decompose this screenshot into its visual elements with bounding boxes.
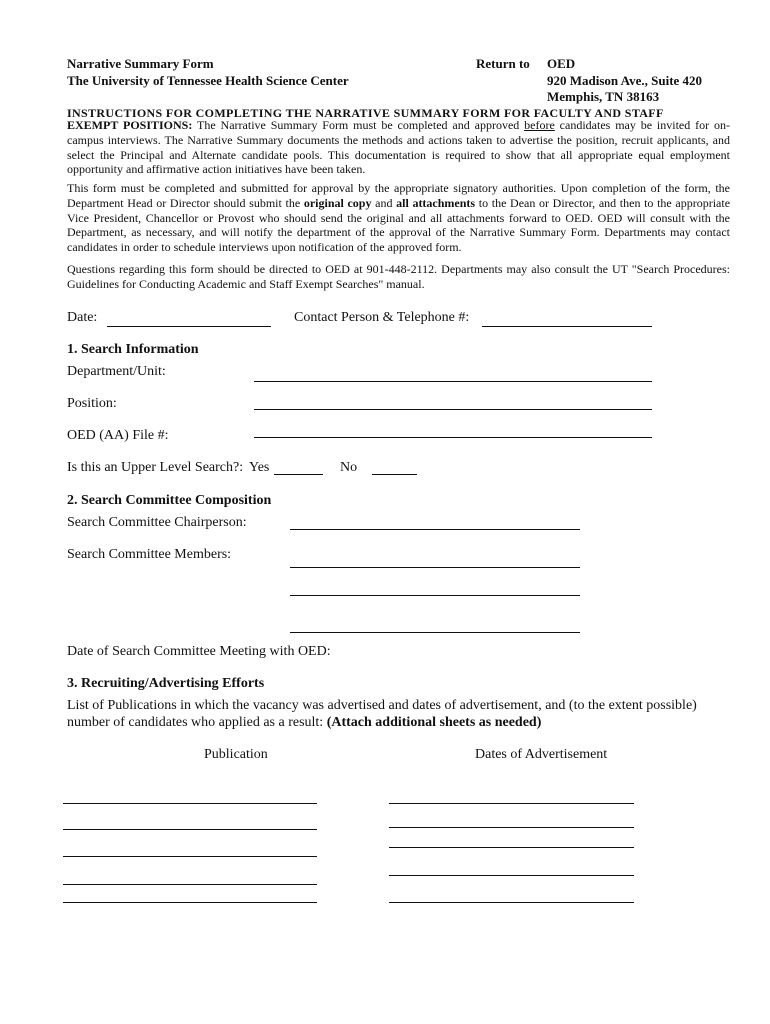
section-3-heading: 3. Recruiting/Advertising Efforts <box>67 676 265 691</box>
instructions-heading-cont: EXEMPT POSITIONS: <box>67 118 193 132</box>
member-field[interactable] <box>290 567 580 568</box>
dates-field[interactable] <box>389 847 634 848</box>
attach-note: (Attach additional sheets as needed) <box>326 715 542 730</box>
p1-text-b: candidates may be invited for on-campus interviews. The Narrative Summary documents the methods and actions taken to advertise the position, recruit applicants, and select the Principal and Alternate candidate pools. This documentation is required to show that all appropriate equal employment opportunity and affirmative action initiatives have been taken. <box>67 118 730 177</box>
department-field[interactable] <box>254 381 652 382</box>
position-field[interactable] <box>254 409 652 410</box>
chairperson-label: Search Committee Chairperson: <box>67 515 247 530</box>
contact-label: Contact Person & Telephone #: <box>294 310 470 325</box>
instructions-paragraph-2 <box>67 181 730 257</box>
p2-and: and <box>375 195 393 210</box>
section-2-heading: 2. Search Committee Composition <box>67 493 272 508</box>
department-label: Department/Unit: <box>67 364 166 379</box>
member-field[interactable] <box>290 632 580 633</box>
address-line-2: Memphis, TN 38163 <box>547 89 660 104</box>
section-3-desc-line2: number of candidates who applied as a result: <box>67 715 324 730</box>
p2-text-a: This form must be completed and submitted for approval by the appropriate signatory authorities. Upon completion of the form, the Department Head or Director should submit the <box>67 181 730 210</box>
members-label: Search Committee Members: <box>67 547 232 562</box>
upper-level-label: Is this an Upper Level Search?: <box>67 460 244 475</box>
file-number-field[interactable] <box>254 437 652 438</box>
contact-field[interactable] <box>482 326 652 327</box>
dates-field[interactable] <box>389 875 634 876</box>
instructions-paragraph-1 <box>67 118 730 178</box>
p2-all-attachments: all attachments <box>396 195 476 210</box>
instructions-paragraph-3: Questions regarding this form should be directed to OED at 901-448-2112. Departments may also consult the UT "Search Procedures: Guidelines for Conducting Academic and Staff Exempt Searches" manual. <box>67 262 730 291</box>
date-field[interactable] <box>107 326 271 327</box>
section-1-heading: 1. Search Information <box>67 342 199 357</box>
publication-column-header: Publication <box>204 747 268 762</box>
publication-field[interactable] <box>63 902 317 903</box>
publication-field[interactable] <box>63 803 317 804</box>
institution-name: The University of Tennessee Health Science Center <box>67 73 349 88</box>
no-label: No <box>340 460 358 475</box>
member-field[interactable] <box>290 595 580 596</box>
address-line-1: 920 Madison Ave., Suite 420 <box>547 73 703 88</box>
return-to-label: Return to <box>476 56 530 71</box>
chairperson-field[interactable] <box>290 529 580 530</box>
p1-text-a: The Narrative Summary Form must be completed and approved <box>197 118 520 132</box>
file-number-label: OED (AA) File #: <box>67 428 169 443</box>
p1-before: before <box>524 118 555 132</box>
dates-field[interactable] <box>389 803 634 804</box>
publication-field[interactable] <box>63 884 317 885</box>
p2-original-copy: original copy <box>303 195 372 210</box>
section-3-description: List of Publications in which the vacancy was advertised and dates of advertisement, and (to the extent possible) <box>67 698 697 713</box>
dates-field[interactable] <box>389 827 634 828</box>
instructions-heading: INSTRUCTIONS FOR COMPLETING THE NARRATIVE SUMMARY FORM FOR FACULTY AND STAFF <box>67 106 664 120</box>
date-label: Date: <box>67 310 98 325</box>
meeting-date-label: Date of Search Committee Meeting with OED: <box>67 644 331 659</box>
no-field[interactable] <box>372 474 417 475</box>
p2-text-b: to the Dean or Director, and then to the appropriate Vice President, Chancellor or Provost who should send the original and all attachments forward to OED. OED will consult with the Department, as necessary, and will notify the department of the approval of the Narrative Summary Form. Departments may contact candidates in order to schedule interviews upon notification of the approved form. <box>67 195 731 255</box>
dates-field[interactable] <box>389 902 634 903</box>
dates-column-header: Dates of Advertisement <box>475 747 608 762</box>
yes-field[interactable] <box>274 474 323 475</box>
return-office: OED <box>547 56 576 71</box>
yes-label: Yes <box>249 460 270 475</box>
form-title: Narrative Summary Form <box>67 56 214 71</box>
publication-field[interactable] <box>63 856 317 857</box>
position-label: Position: <box>67 396 117 411</box>
section-3-description-cont <box>67 715 541 731</box>
publication-field[interactable] <box>63 829 317 830</box>
